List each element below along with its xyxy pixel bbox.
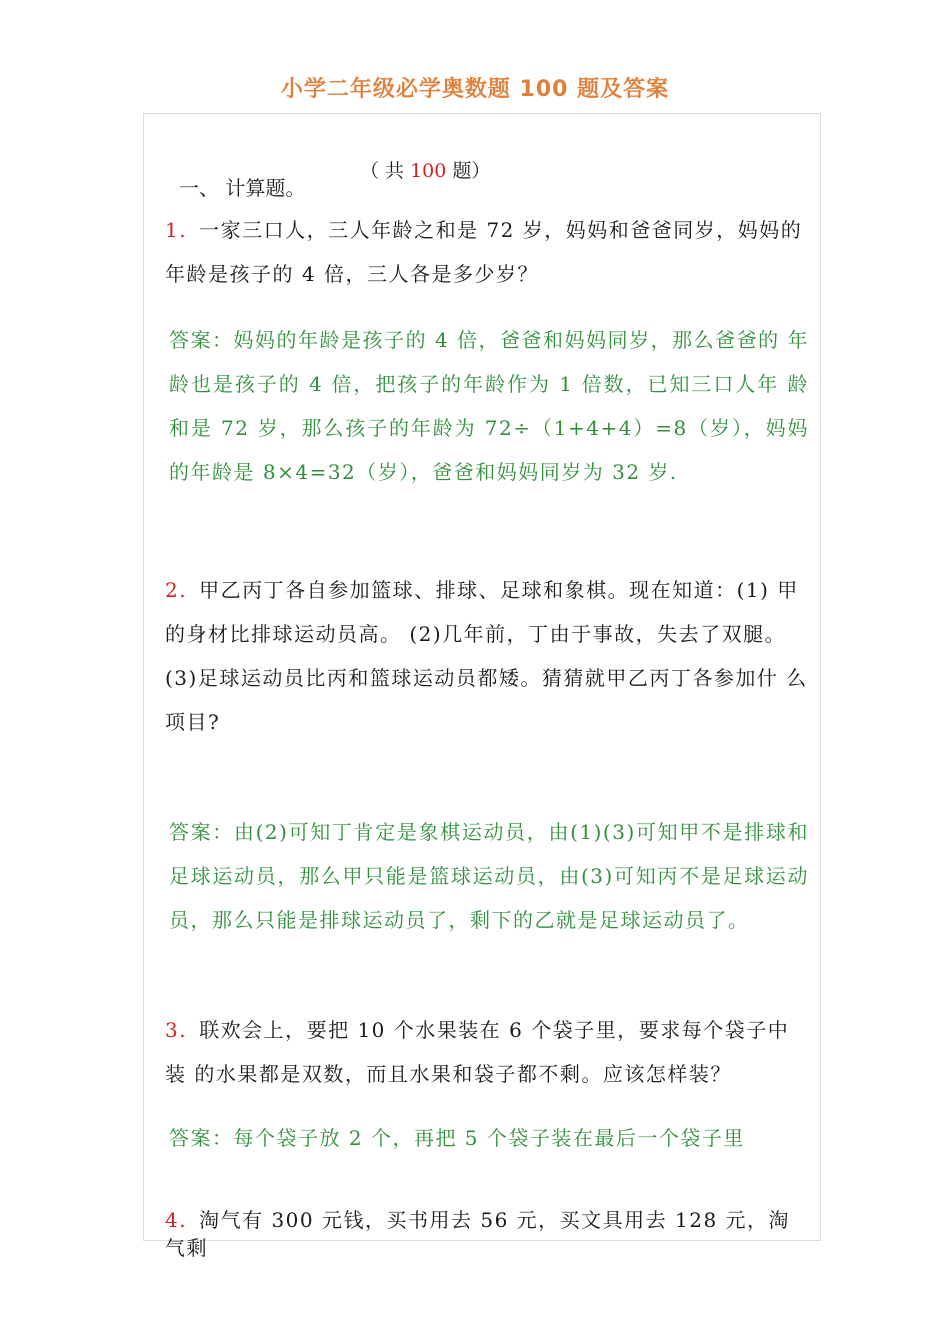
total-note-prefix: （ 共 (360, 160, 405, 182)
question-3 (165, 1008, 810, 1096)
answer-3: 答案：每个袋子放 2 个，再把 5 个袋子装在最后一个袋子里 (169, 1126, 745, 1150)
question-number: 1. (165, 218, 188, 242)
total-question-note (360, 156, 490, 183)
question-2 (165, 568, 810, 744)
question-text: 淘气有 300 元钱，买书用去 56 元，买文具用去 128 元，淘气剩 (165, 1208, 791, 1260)
document-title: 小学二年级必学奥数题 100 题及答案 (280, 77, 670, 102)
page-frame (143, 113, 821, 1260)
question-number: 2. (165, 578, 188, 602)
question-text-continued: (3)足球运动员比丙和篮球运动员都矮。猜猜就甲乙丙丁各参加什 么项目? (165, 666, 808, 734)
answer-2: 答案：由(2)可知丁肯定是象棋运动员，由(1)(3)可知甲不是排球和足球运动员，那么甲只能是篮球运动员，由(3)可知丙不是足球运动员，那么只能是排球运动员了，剩下的乙就是足球运动员了。 (169, 820, 809, 932)
total-note-suffix: 题） (452, 160, 491, 182)
question-4 (165, 1206, 810, 1262)
question-text: 甲乙丙丁各自参加篮球、排球、足球和象棋。现在知道：(1) 甲 的身材比排球运动员高。 (2)几年前，丁由于事故，失去了双腿。 (165, 578, 799, 646)
question-text: 联欢会上，要把 10 个水果装在 6 个袋子里，要求每个袋子中装 的水果都是双数，而且水果和袋子都不剩。应该怎样装？ (165, 1018, 790, 1086)
question-text: 一家三口人，三人年龄之和是 72 岁，妈妈和爸爸同岁，妈妈的 年龄是孩子的 4 倍，三人各是多少岁？ (165, 218, 803, 286)
question-number: 4. (165, 1208, 188, 1232)
total-note-number: 100 (410, 160, 447, 182)
answer-1: 答案：妈妈的年龄是孩子的 4 倍，爸爸和妈妈同岁，那么爸爸的 年龄也是孩子的 4 倍，把孩子的年龄作为 1 倍数，已知三口人年 龄和是 72 岁，那么孩子的年龄为 72÷（1+4+4）=8（岁），妈妈 的年龄是 8×4=32（岁），爸爸和妈妈同岁为 32 岁. (169, 328, 809, 484)
question-number: 3. (165, 1018, 188, 1042)
section-heading: 一、 计算题。 (179, 176, 306, 200)
question-1 (165, 208, 810, 296)
